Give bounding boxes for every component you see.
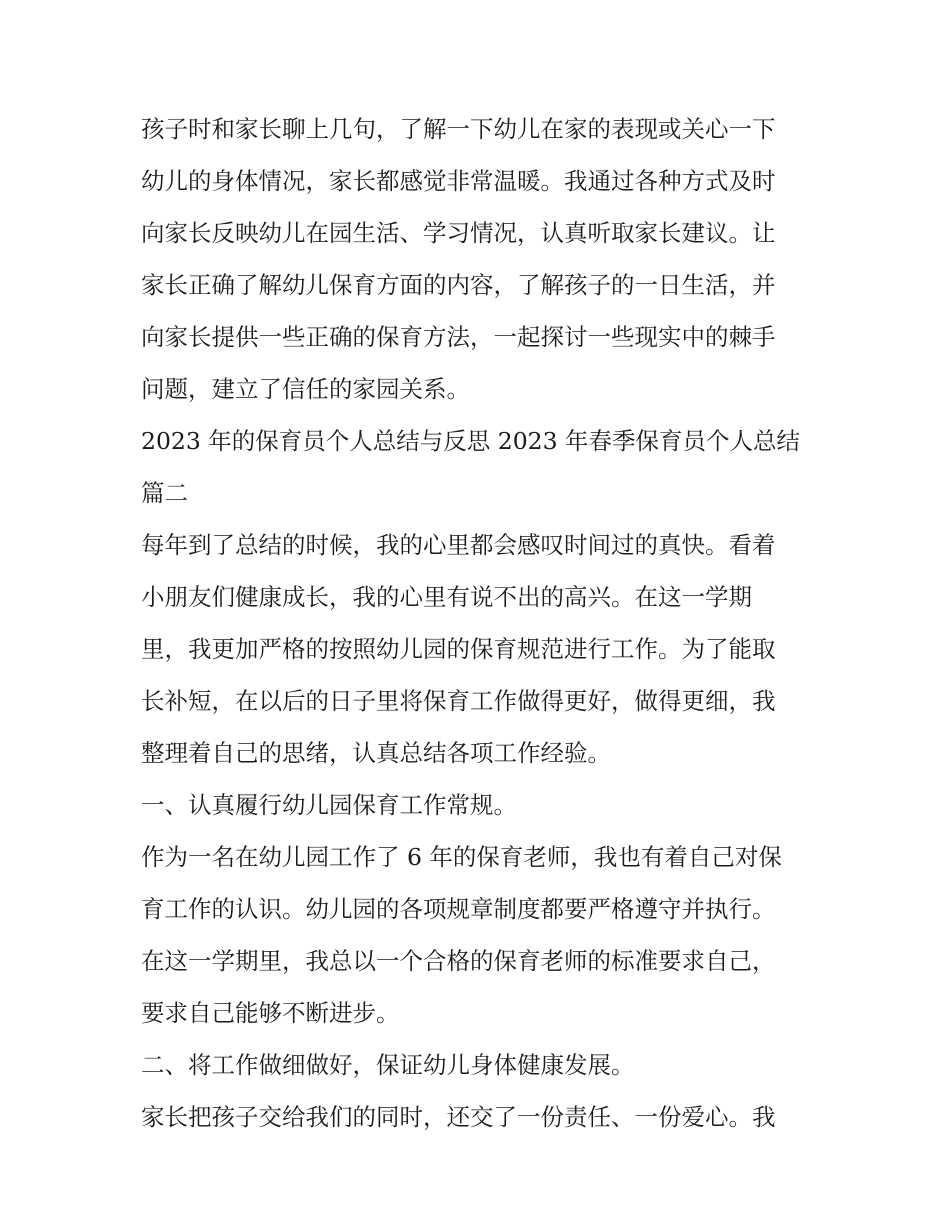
paragraph-line: 育工作的认识。幼儿园的各项规章制度都要严格遵守并执行。 bbox=[141, 895, 776, 923]
paragraph-line: 家长把孩子交给我们的同时，还交了一份责任、一份爱心。我 bbox=[141, 1103, 776, 1131]
paragraph-line: 每年到了总结的时候，我的心里都会感叹时间过的真快。看着 bbox=[141, 531, 776, 559]
paragraph-line: 里，我更加严格的按照幼儿园的保育规范进行工作。为了能取 bbox=[141, 635, 776, 663]
paragraph-line: 向家长提供一些正确的保育方法，一起探讨一些现实中的棘手 bbox=[141, 323, 776, 351]
paragraph-line: 作为一名在幼儿园工作了 6 年的保育老师，我也有着自己对保 bbox=[141, 843, 782, 871]
paragraph-line: 向家长反映幼儿在园生活、学习情况，认真听取家长建议。让 bbox=[141, 219, 776, 247]
heading-line: 二、将工作做细做好，保证幼儿身体健康发展。 bbox=[141, 1051, 635, 1079]
paragraph-line: 整理着自己的思绪，认真总结各项工作经验。 bbox=[141, 739, 611, 767]
heading-line: 一、认真履行幼儿园保育工作常规。 bbox=[141, 791, 517, 819]
paragraph-line: 小朋友们健康成长，我的心里有说不出的高兴。在这一学期 bbox=[141, 583, 752, 611]
document-body bbox=[141, 110, 821, 1136]
paragraph-line: 家长正确了解幼儿保育方面的内容，了解孩子的一日生活，并 bbox=[141, 271, 776, 299]
paragraph-line: 幼儿的身体情况，家长都感觉非常温暖。我通过各种方式及时 bbox=[141, 167, 776, 195]
paragraph-line: 问题，建立了信任的家园关系。 bbox=[141, 375, 470, 403]
paragraph-line: 孩子时和家长聊上几句，了解一下幼儿在家的表现或关心一下 bbox=[141, 115, 776, 143]
paragraph-line: 要求自己能够不断进步。 bbox=[141, 999, 400, 1027]
section-title-line: 2023 年的保育员个人总结与反思 2023 年春季保育员个人总结 bbox=[141, 427, 801, 455]
section-title-line: 篇二 bbox=[141, 479, 188, 507]
paragraph-line: 在这一学期里，我总以一个合格的保育老师的标准要求自己， bbox=[141, 947, 776, 975]
paragraph-line: 长补短，在以后的日子里将保育工作做得更好，做得更细，我 bbox=[141, 687, 776, 715]
